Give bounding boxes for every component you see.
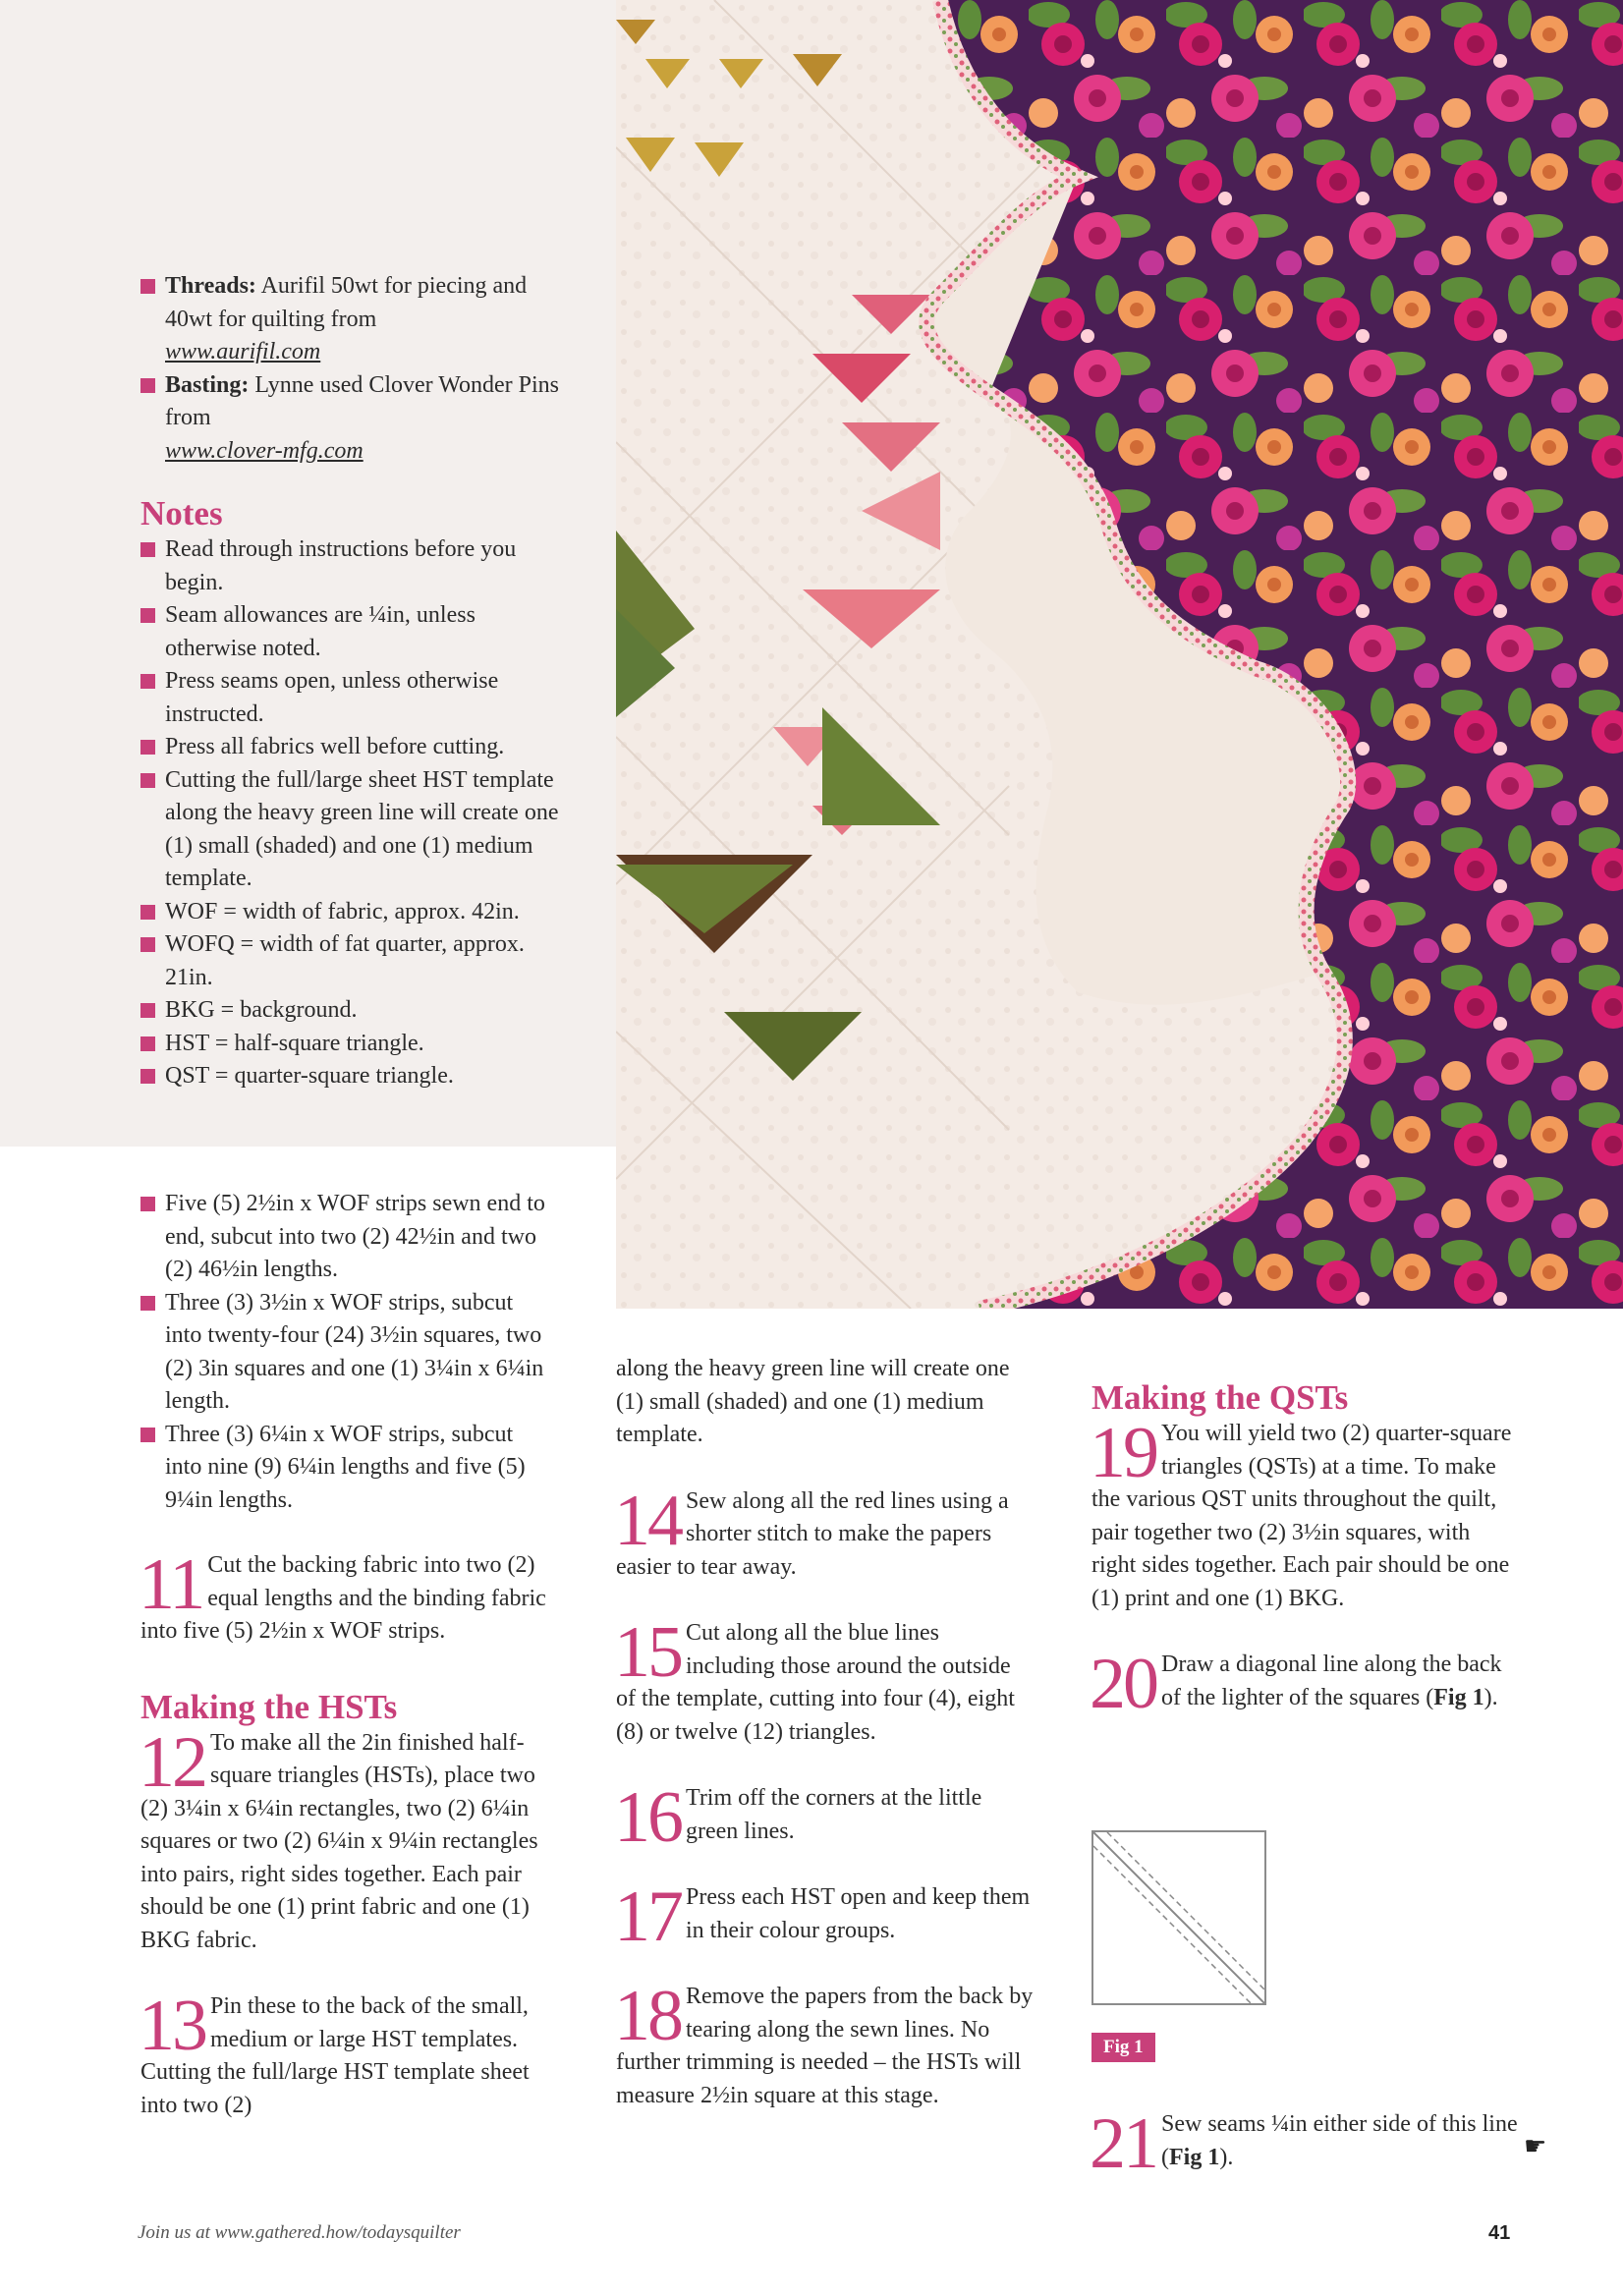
note-item [140, 994, 573, 1028]
step-text: To make all the 2in finished half-square triangles (HSTs), place two (2) 3¼in x 6¼in rectangles, two (2) 6¼in squares or two (2) 6¼in x 9¼in rectangles into pairs, right sides together. Each pair should be one (1) print fabric and one (1) BKG fabric. [140, 1729, 538, 1953]
column-1 [140, 1188, 553, 2122]
step-number: 19 [1090, 1413, 1156, 1493]
column-3 [1090, 1378, 1519, 1724]
step-19 [1090, 1413, 1519, 1615]
cutting-text: Three (3) 6¼in x WOF strips, subcut into nine (9) 6¼in lengths and five (5) 9¼in lengths. [165, 1421, 526, 1513]
bullet-square-icon [140, 1003, 155, 1018]
bullet-square-icon [140, 905, 155, 920]
bullet-square-icon [140, 1197, 155, 1211]
continued-text: along the heavy green line will create one (1) small (shaded) and one (1) medium template. [616, 1356, 1010, 1447]
step-16 [614, 1777, 1034, 1858]
bullet-square-icon [140, 378, 155, 393]
step-number: 15 [614, 1612, 681, 1693]
pointing-hand-icon: ☛ [1524, 2132, 1547, 2160]
step-21 [1090, 2103, 1519, 2184]
note-item [140, 533, 573, 599]
note-item [140, 764, 573, 896]
step-text: Sew seams ¼in either side of this line ( [1161, 2111, 1518, 2170]
bullet-square-icon [140, 674, 155, 689]
materials-item-basting [140, 369, 573, 469]
bullet-square-icon [140, 740, 155, 755]
step-number: 21 [1090, 2103, 1156, 2184]
step-text: Sew along all the red lines using a shorter stitch to make the papers easier to tear away. [616, 1487, 1009, 1580]
bullet-square-icon [140, 1428, 155, 1442]
step-text: ). [1219, 2144, 1234, 2170]
step-12 [139, 1721, 553, 1958]
step-number: 17 [614, 1876, 681, 1957]
step-number: 11 [139, 1544, 203, 1625]
making-qsts-heading: Making the QSTs [1091, 1378, 1349, 1417]
note-item [140, 928, 573, 994]
aurifil-link[interactable]: www.aurifil.com [165, 339, 321, 364]
materials-label: Threads: [165, 273, 256, 299]
note-item [140, 1060, 573, 1093]
note-item [140, 896, 573, 929]
step-number: 16 [614, 1777, 681, 1858]
quilt-photo [616, 0, 1623, 1309]
materials-label: Basting: [165, 371, 250, 398]
cutting-text: Five (5) 2½in x WOF strips sewn end to end, subcut into two (2) 42½in and two (2) 46½in lengths. [165, 1191, 545, 1282]
note-item [140, 1028, 573, 1061]
note-item [140, 731, 573, 764]
step-13 [139, 1986, 553, 2122]
step-text: Cut the backing fabric into two (2) equal lengths and the binding fabric into five (5) 2½in x WOF strips. [140, 1552, 546, 1644]
note-text: Press all fabrics well before cutting. [165, 734, 505, 759]
clover-link[interactable]: www.clover-mfg.com [165, 437, 364, 464]
note-text: Seam allowances are ¼in, unless otherwise noted. [165, 602, 476, 661]
fig-1-diagram [1091, 1830, 1266, 2005]
step-number: 20 [1090, 1644, 1156, 1724]
step-20 [1090, 1644, 1519, 1724]
notes-section [140, 494, 573, 1093]
fig-1-label: Fig 1 [1091, 2033, 1155, 2062]
bullet-square-icon [140, 937, 155, 952]
quilt-illustration [616, 0, 1623, 1309]
step-text: Cut along all the blue lines including those around the outside of the template, cutting into four (4), eight (8) or twelve (12) triangles. [616, 1620, 1015, 1745]
page-number: 41 [1488, 2222, 1511, 2244]
materials-list [140, 270, 573, 468]
note-text: QST = quarter-square triangle. [165, 1063, 454, 1089]
cutting-text: Three (3) 3½in x WOF strips, subcut into twenty-four (24) 3½in squares, two (2) 3in squares and one (1) 3¼in x 6¼in length. [165, 1289, 544, 1414]
step-21-block [1090, 2103, 1519, 2184]
step-number: 12 [139, 1721, 205, 1803]
note-item [140, 599, 573, 665]
note-text: WOF = width of fabric, approx. 42in. [165, 898, 520, 924]
bullet-square-icon [140, 1069, 155, 1084]
making-hsts-heading: Making the HSTs [140, 1687, 398, 1726]
bullet-square-icon [140, 1296, 155, 1311]
step-18 [614, 1976, 1034, 2112]
step-text: Trim off the corners at the little green lines. [686, 1785, 982, 1844]
step-text: Press each HST open and keep them in their colour groups. [686, 1884, 1031, 1943]
notes-heading: Notes [140, 494, 223, 532]
note-item [140, 665, 573, 731]
step-text: ). [1483, 1684, 1498, 1710]
bullet-square-icon [140, 279, 155, 294]
bullet-square-icon [140, 542, 155, 557]
fig-reference: Fig 1 [1433, 1684, 1484, 1710]
step-text: Pin these to the back of the small, medium or large HST templates. Cutting the full/large HST template sheet into two (2) [140, 1993, 530, 2118]
note-text: Read through instructions before you begin. [165, 536, 517, 595]
step-number: 13 [139, 1986, 205, 2066]
fig-1-drawing [1093, 1832, 1264, 2003]
materials-item-threads [140, 270, 573, 369]
materials-text: Aurifil 50wt for piecing and 40wt for quilting from [165, 273, 528, 332]
step-number: 18 [614, 1976, 681, 2056]
note-text: Press seams open, unless otherwise instructed. [165, 668, 499, 727]
note-text: HST = half-square triangle. [165, 1030, 424, 1056]
note-text: Cutting the full/large sheet HST template along the heavy green line will create one (1) small (shaded) and one (1) medium template. [165, 766, 559, 891]
step-15 [614, 1612, 1034, 1749]
materials-text: Lynne used Clover Wonder Pins from [165, 371, 559, 430]
note-text: BKG = background. [165, 997, 358, 1023]
cutting-item [140, 1419, 553, 1518]
step-11 [139, 1544, 553, 1649]
step-number: 14 [614, 1480, 681, 1561]
bullet-square-icon [140, 773, 155, 788]
note-text: WOFQ = width of fat quarter, approx. 21in. [165, 931, 525, 990]
step-text: You will yield two (2) quarter-square triangles (QSTs) at a time. To make the various QST units throughout the quilt, pair together two (2) 3½in squares, with right sides together. Each pair should be one (1) print and one (1) BKG. [1091, 1421, 1512, 1611]
step-17 [614, 1876, 1034, 1957]
column-2 [616, 1353, 1034, 2112]
bullet-square-icon [140, 608, 155, 623]
bullet-square-icon [140, 1036, 155, 1051]
cutting-item [140, 1188, 553, 1287]
cutting-item [140, 1287, 553, 1419]
step-text: Remove the papers from the back by tearing along the sewn lines. No further trimming is needed – the HSTs will measure 2½in square at this stage. [616, 1984, 1034, 2108]
step-text: Draw a diagonal line along the back of the lighter of the squares ( [1161, 1652, 1502, 1710]
step-14 [614, 1480, 1034, 1585]
fig-reference: Fig 1 [1169, 2144, 1220, 2170]
footer-text: Join us at www.gathered.how/todaysquilter [138, 2222, 461, 2243]
